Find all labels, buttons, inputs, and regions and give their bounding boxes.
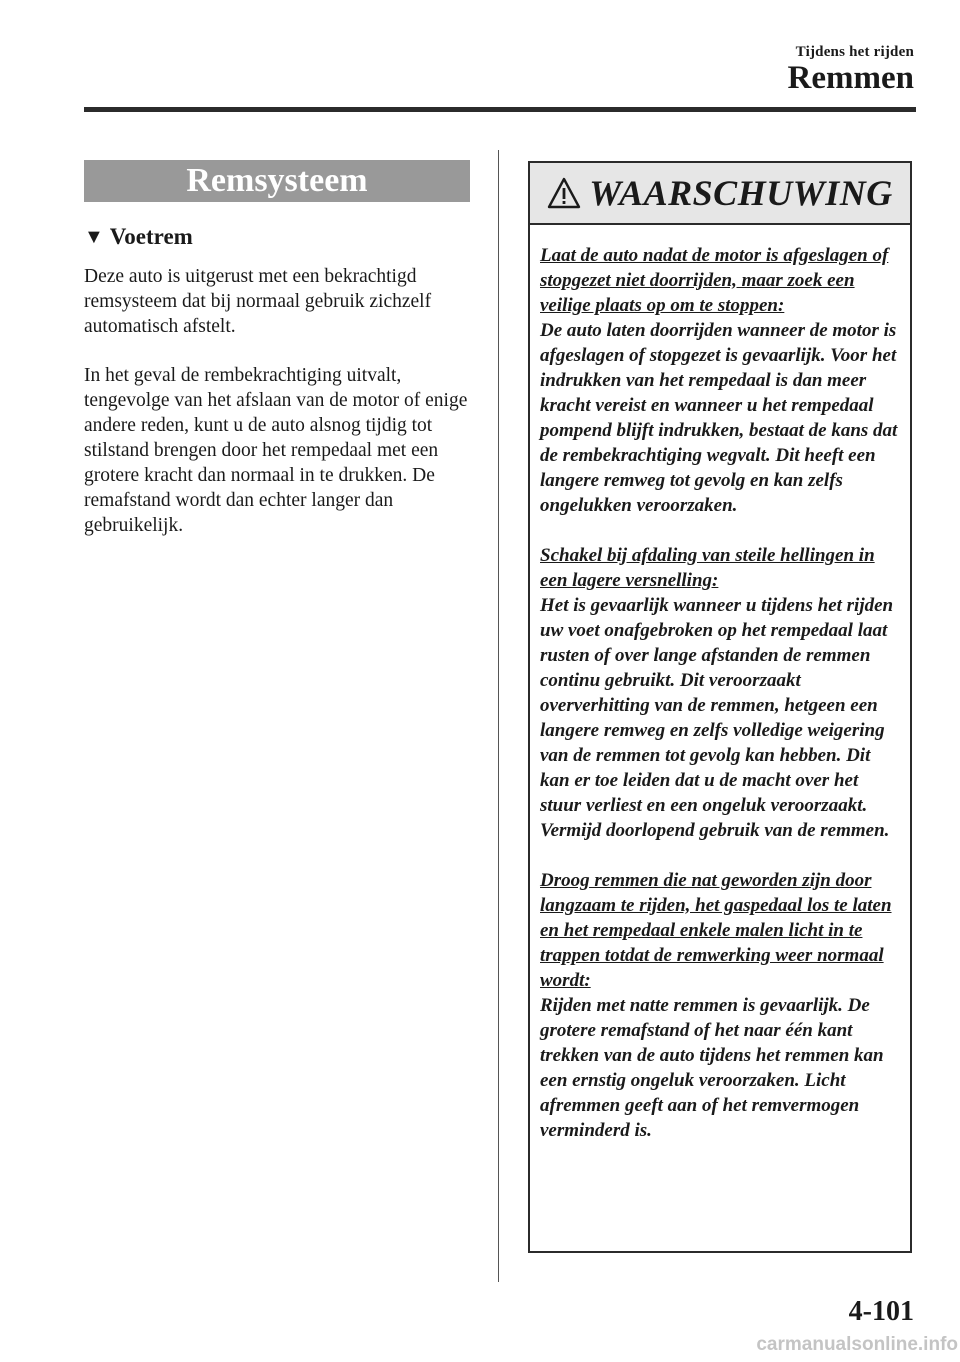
triangle-down-icon: ▼ xyxy=(84,225,104,248)
section-banner: Remsysteem xyxy=(84,160,470,202)
warning-header xyxy=(530,163,910,225)
warning-block-title: Droog remmen die nat geworden zijn door langzaam te rijden, het gaspedaal los te laten en het rempedaal enkele malen licht in te trappen totdat de remwerking weer normaal wordt: xyxy=(540,870,892,991)
header-section-label: Tijdens het rijden xyxy=(795,44,914,60)
header-chapter-title: Remmen xyxy=(787,60,914,96)
paragraph: In het geval de rembekrachtiging uitvalt, tengevolge van het afslaan van de motor of enige andere reden, kunt u de auto alsnog tijdig tot stilstand brengen door het rempedaal met een grotere kracht dan normaal in te drukken. De remafstand wordt dan echter langer dan gebruikelijk. xyxy=(84,365,468,536)
warning-block xyxy=(540,543,902,843)
warning-triangle-icon xyxy=(547,177,581,209)
warning-block-text: Rijden met natte remmen is gevaarlijk. De grotere remafstand of het naar één kant trekken van de auto tijdens het remmen kan een ernstig ongeluk veroorzaken. Licht afremmen geeft aan of het remvermogen verminderd is. xyxy=(540,995,884,1141)
warning-block-text: De auto laten doorrijden wanneer de motor is afgeslagen of stopgezet is gevaarlijk. Voor het indrukken van het rempedaal is dan meer kracht vereist en wanneer u het rempedaal pompend blijft indrukken, bestaat de kans dat de rembekrachtiging wegvalt. Dit heeft een langere remweg tot gevolg en kan zelfs ongelukken veroorzaken. xyxy=(540,320,898,516)
warning-body xyxy=(530,225,910,1143)
warning-block-title: Schakel bij afdaling van steile hellingen in een lagere versnelling: xyxy=(540,545,875,591)
warning-title: WAARSCHUWING xyxy=(589,173,893,213)
paragraph: Deze auto is uitgerust met een bekrachtigd remsysteem dat bij normaal gebruik zichzelf automatisch afstelt. xyxy=(84,266,432,337)
page-number: 4-101 xyxy=(848,1296,914,1327)
subheading-text: Voetrem xyxy=(109,224,193,249)
warning-box xyxy=(528,161,912,1253)
watermark: carmanualsonline.info xyxy=(756,1334,958,1355)
left-column xyxy=(84,160,470,538)
warning-block-title: Laat de auto nadat de motor is afgeslagen of stopgezet niet doorrijden, maar zoek een veilige plaats op om te stoppen: xyxy=(540,245,889,316)
header-rule xyxy=(84,107,916,112)
warning-block xyxy=(540,243,902,518)
column-divider xyxy=(498,150,499,1282)
warning-block-text: Het is gevaarlijk wanneer u tijdens het rijden uw voet onafgebroken op het rempedaal laat rusten of over lange afstanden de remmen continu gebruikt. Dit veroorzaakt oververhitting van de remmen, hetgeen een langere remweg en zelfs volledige weigering van de remmen tot gevolg kan hebben. Dit kan er toe leiden dat u de macht over het stuur verliest en een ongeluk veroorzaakt. Vermijd doorlopend gebruik van de remmen. xyxy=(540,595,894,841)
warning-block xyxy=(540,868,902,1143)
subheading xyxy=(84,224,470,250)
